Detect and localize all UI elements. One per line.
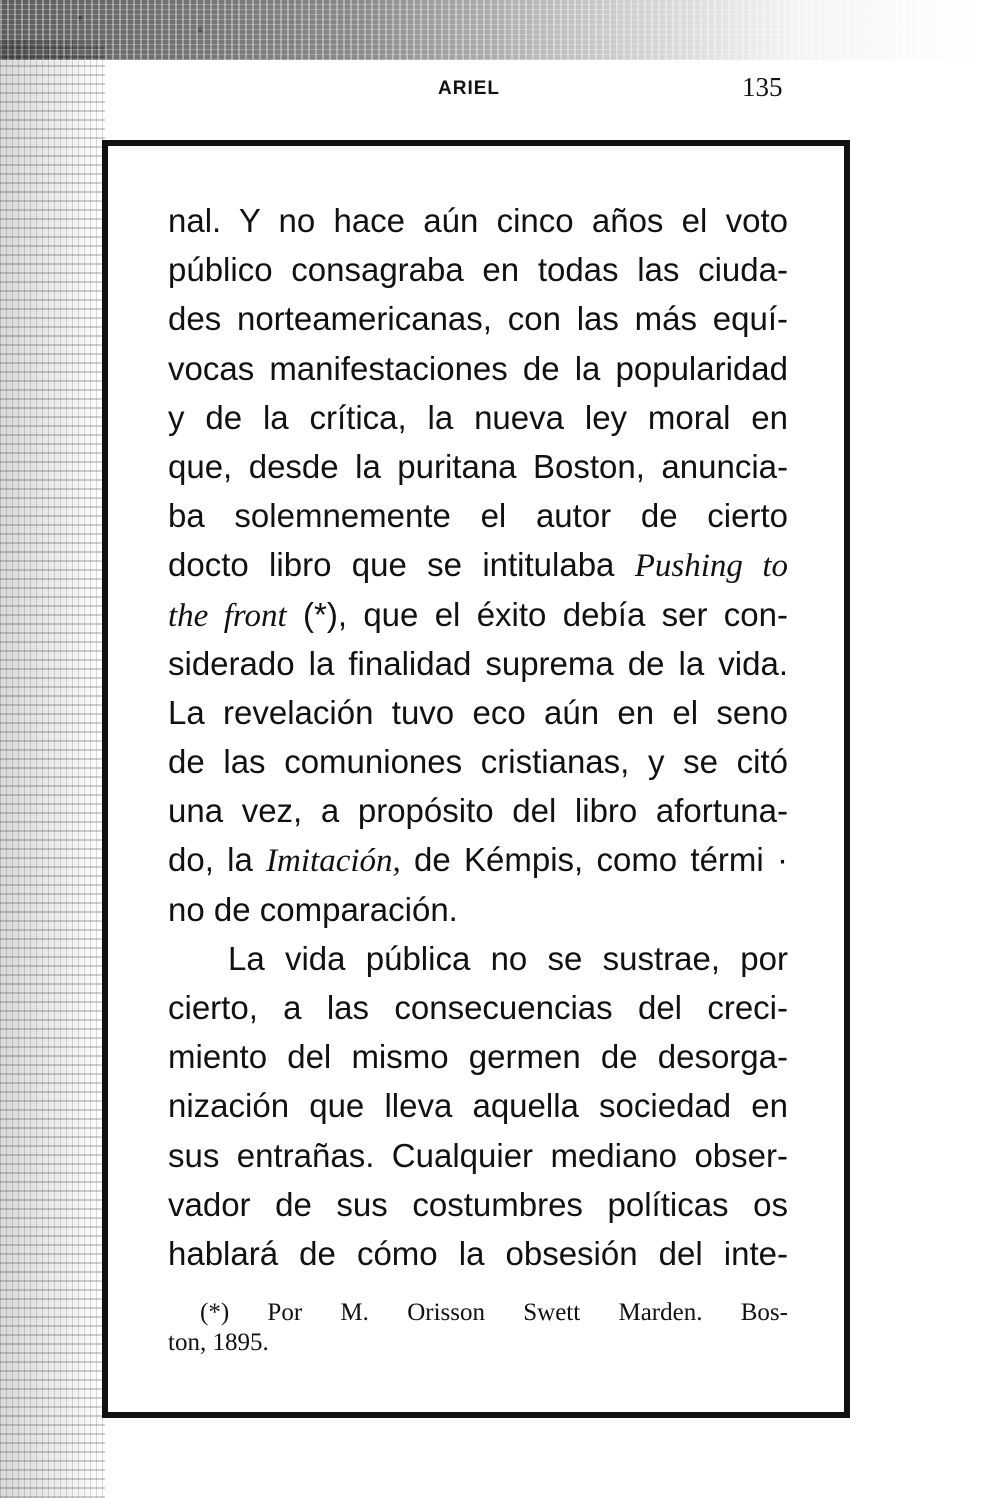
text-run: do, la: [168, 841, 267, 879]
text-line: nización que lleva aquella sociedad en: [168, 1087, 788, 1125]
text-line: de las comuniones cristianas, y se citó: [168, 743, 788, 781]
text-run: (*), que el éxito debía ser con-: [286, 595, 788, 633]
book-title-italic: the front: [168, 597, 287, 634]
footnote-line: (*) Por M. Orisson Swett Marden. Bos-: [200, 1299, 788, 1326]
text-line: vador de sus costumbres políticas os: [168, 1185, 788, 1223]
book-title-italic: Imitación,: [266, 843, 401, 880]
text-line: [168, 835, 788, 884]
text-run: docto libro que se intitulaba: [168, 546, 635, 584]
text-line: siderado la finalidad suprema de la vida.: [168, 644, 788, 682]
text-line: y de la crítica, la nueva ley moral en: [168, 398, 788, 436]
text-line: nal. Y no hace aún cinco años el voto: [168, 202, 788, 239]
paragraph-start-line: La vida pública no se sustrae, por: [228, 939, 788, 977]
text-line: que, desde la puritana Boston, anuncia-: [168, 447, 788, 485]
text-run: de Kémpis, como térmi ·: [400, 841, 788, 879]
text-line: La revelación tuvo eco aún en el seno: [168, 693, 788, 731]
text-line: [168, 540, 788, 589]
text-line: hablará de cómo la obsesión del inte-: [168, 1234, 788, 1272]
text-line: cierto, a las consecuencias del creci-: [168, 989, 788, 1026]
page-header: [0, 70, 1000, 110]
scan-noise-left: [0, 40, 105, 1498]
body-text: [168, 196, 788, 1278]
text-line: no de comparación.: [168, 890, 458, 928]
text-line: vocas manifestaciones de la popularidad: [168, 349, 788, 387]
book-title-italic: Pushing to: [634, 548, 788, 585]
text-line: público consagraba en todas las ciuda-: [168, 251, 788, 289]
text-line: des norteamericanas, con las más equí-: [168, 300, 788, 338]
scan-noise-top: [0, 0, 1000, 60]
footnote: [168, 1298, 788, 1358]
running-title: ARIEL: [438, 78, 500, 99]
footnote-line: ton, 1895.: [168, 1329, 269, 1356]
page-number: 135: [742, 72, 783, 102]
text-line: miento del mismo germen de desorga-: [168, 1038, 788, 1076]
text-line: sus entrañas. Cualquier mediano obser-: [168, 1136, 788, 1174]
text-line: [168, 590, 788, 639]
text-line: ba solemnemente el autor de cierto: [168, 497, 788, 535]
text-line: una vez, a propósito del libro afortuna-: [168, 792, 788, 830]
